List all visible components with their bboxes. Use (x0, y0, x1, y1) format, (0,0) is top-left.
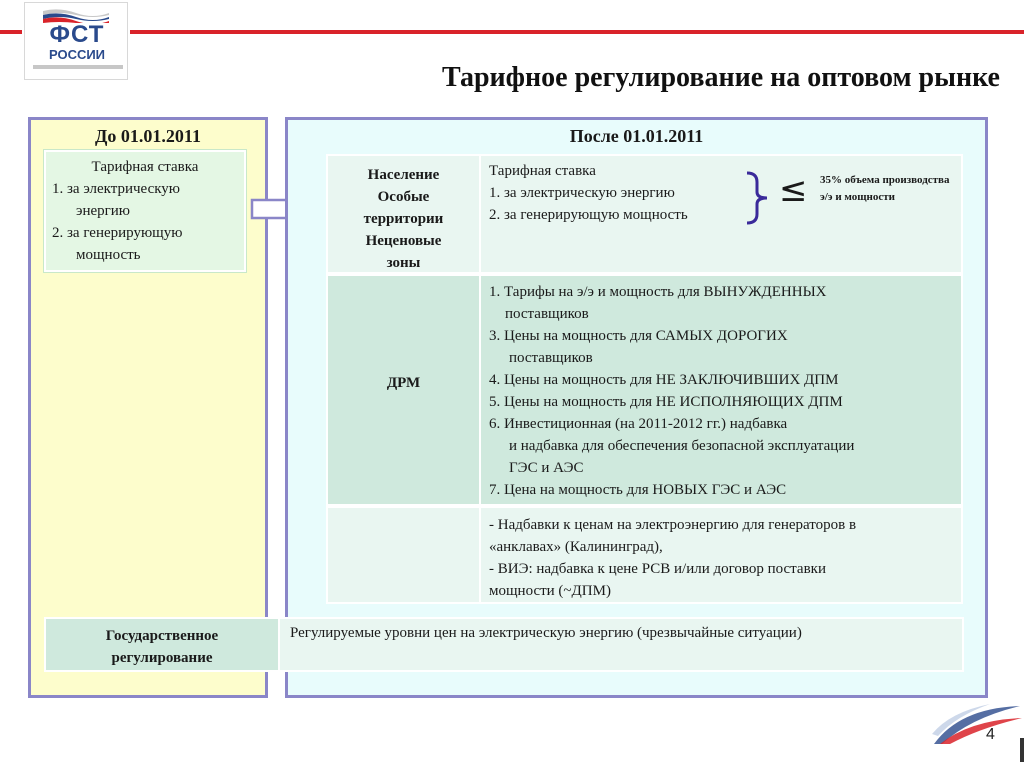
row1-item-1: 1. за электрическую энергию (489, 185, 675, 201)
before-item-1-cont: энергию (76, 203, 131, 219)
before-box-title: Тарифная ставка (91, 159, 199, 175)
logo-subtitle: РОССИИ (48, 47, 106, 62)
share-note: 35% объема производства э/э и мощности (820, 174, 950, 203)
before-item-1: 1. за электрическую (52, 181, 181, 197)
after-heading: После 01.01.2011 (569, 126, 704, 146)
row2-line: ГЭС и АЭС (509, 460, 584, 476)
row3-line: - ВИЭ: надбавка к цене РСВ и/или договор поставки (489, 561, 826, 577)
fst-logo (24, 2, 128, 80)
row2-line: 5. Цены на мощность для НЕ ИСПОЛНЯЮЩИХ ДПМ (489, 394, 843, 410)
row1-category-line: Особые (377, 189, 430, 205)
table-row (326, 274, 963, 506)
row2-line: 1. Тарифы на э/э и мощность для ВЫНУЖДЕННЫХ (489, 284, 827, 300)
row2-category: ДРМ (328, 276, 481, 504)
row1-category-line: зоны (386, 255, 421, 271)
less-or-equal-sign: ≤ (779, 170, 808, 210)
row1-category (328, 156, 481, 272)
brace-icon (743, 170, 771, 226)
swoosh-logo-icon (930, 698, 1024, 748)
gov-label-line: регулирование (111, 650, 213, 666)
logo-tagline (33, 65, 123, 69)
table-row (326, 506, 963, 604)
row2-line: и надбавка для обеспечения безопасной эксплуатации (509, 438, 855, 454)
row1-item-2: 2. за генерирующую мощность (489, 207, 688, 223)
after-table (326, 154, 963, 604)
row2-content (481, 276, 961, 504)
row3-line: мощности (~ДПМ) (489, 583, 611, 599)
row1-category-line: Население (367, 167, 440, 183)
row2-line: 4. Цены на мощность для НЕ ЗАКЛЮЧИВШИХ ДПМ (489, 372, 839, 388)
row2-line: поставщиков (509, 350, 593, 366)
before-item-2-cont: мощность (76, 247, 141, 263)
logo-title: ФСТ (49, 21, 105, 48)
gov-regulation-row (44, 617, 964, 672)
row2-line: 3. Цены на мощность для САМЫХ ДОРОГИХ (489, 328, 788, 344)
before-heading: До 01.01.2011 (95, 126, 201, 146)
before-tariff-box (44, 150, 246, 272)
gov-regulation-label (46, 619, 280, 670)
page-number: 4 (986, 726, 995, 743)
before-item-2: 2. за генерирующую (52, 225, 183, 241)
row1-category-line: территории (363, 211, 444, 227)
page-title: Тарифное регулирование на оптовом рынке (441, 62, 1000, 93)
row1-title: Тарифная ставка (489, 163, 596, 179)
row2-line: поставщиков (505, 306, 589, 322)
row3-content (481, 508, 961, 602)
row2-line: 7. Цена на мощность для НОВЫХ ГЭС и АЭС (489, 482, 787, 498)
row1-category-line: Неценовые (365, 233, 442, 249)
gov-regulation-text: Регулируемые уровни цен на электрическую энергию (чрезвычайные ситуации) (280, 619, 962, 670)
row3-category (328, 508, 481, 602)
header-accent-line-left (0, 30, 22, 34)
row3-line: «анклавах» (Калининград), (489, 539, 663, 555)
row2-line: 6. Инвестиционная (на 2011-2012 гг.) надбавка (489, 416, 788, 432)
edge-marker (1020, 738, 1024, 762)
row3-line: - Надбавки к ценам на электроэнергию для генераторов в (489, 517, 857, 533)
header-accent-line (130, 30, 1024, 34)
gov-label-line: Государственное (105, 628, 219, 644)
